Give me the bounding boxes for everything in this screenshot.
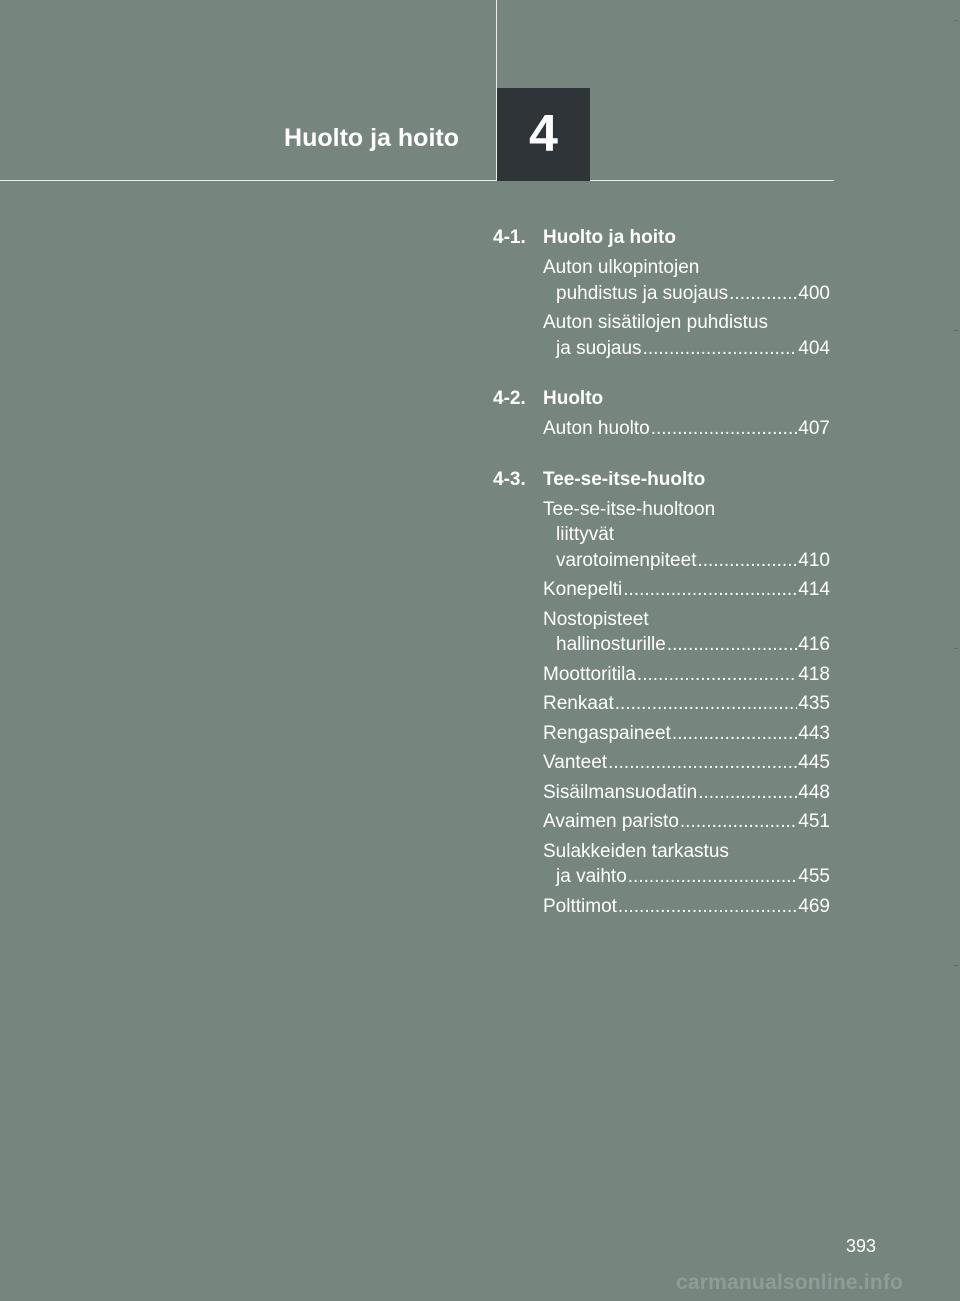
dot-leader — [698, 780, 797, 806]
toc-entry-line: Sulakkeiden tarkastus — [543, 840, 729, 862]
toc-entry[interactable] — [543, 416, 830, 442]
edge-tick — [954, 20, 958, 21]
edge-tick — [954, 330, 958, 331]
toc-entry-leader-row — [543, 894, 830, 920]
chapter-number-box: 4 — [497, 88, 590, 181]
toc-entry-line: Rengaspaineet — [543, 722, 671, 744]
toc-entry-line: liittyvät — [556, 524, 615, 545]
toc-entry-leader-row — [543, 780, 830, 806]
toc-entry-leader-row — [543, 691, 830, 717]
toc-section — [493, 466, 830, 920]
toc-entry-page: 445 — [798, 752, 830, 773]
toc-section — [493, 224, 830, 361]
table-of-contents — [493, 224, 830, 943]
toc-entry-line: ja vaihto — [556, 866, 627, 887]
dot-leader — [667, 632, 797, 658]
toc-entry-leader-row — [543, 632, 830, 658]
toc-entry-line: hallinosturille — [556, 634, 666, 655]
toc-entry-line: Avaimen paristo — [543, 811, 679, 832]
chapter-title: Huolto ja hoito — [284, 124, 459, 152]
toc-entry-line: Auton ulkopintojen — [543, 257, 700, 278]
toc-entry-line: Auton huolto — [543, 418, 650, 439]
dot-leader — [643, 336, 798, 362]
toc-entry[interactable] — [543, 809, 830, 835]
toc-section-number: 4-1. — [493, 227, 526, 248]
toc-entry-line: Vanteet — [543, 752, 608, 773]
toc-entry-page: 404 — [798, 337, 830, 359]
toc-entry[interactable] — [543, 721, 830, 747]
page-number: 393 — [845, 1236, 876, 1256]
toc-entry-leader-row — [543, 750, 830, 776]
toc-section — [493, 385, 830, 442]
toc-entry-page: 443 — [798, 722, 830, 744]
toc-entry[interactable] — [543, 255, 830, 306]
toc-entry-leader-row — [543, 548, 830, 574]
toc-entry[interactable] — [543, 839, 830, 890]
toc-section-number: 4-2. — [493, 388, 526, 409]
toc-entry-leader-row — [543, 662, 830, 688]
toc-entry[interactable] — [543, 750, 830, 776]
dot-leader — [618, 894, 797, 920]
dot-leader — [637, 662, 797, 688]
toc-entry-line: Polttimot — [543, 895, 617, 917]
dot-leader — [672, 721, 797, 747]
toc-section-title: Huolto — [543, 388, 604, 409]
toc-entry-line: Tee-se-itse-huoltoon — [543, 498, 716, 520]
toc-entry-leader-row — [543, 416, 830, 442]
toc-section-title: Huolto ja hoito — [543, 227, 676, 248]
toc-entry-page: 416 — [798, 634, 830, 655]
dot-leader — [608, 750, 797, 776]
toc-entry[interactable] — [543, 894, 830, 920]
toc-entry-leader-row — [543, 336, 830, 362]
toc-entry[interactable] — [543, 310, 830, 361]
toc-entry-line: Renkaat — [543, 693, 614, 714]
edge-tick — [954, 965, 958, 966]
header-horizontal-rule — [0, 180, 834, 181]
watermark: carmanualsonline.info — [676, 1271, 904, 1294]
edge-tick — [954, 648, 958, 649]
dot-leader — [651, 416, 798, 442]
toc-entry-line: Nostopisteet — [543, 608, 649, 630]
dot-leader — [680, 809, 797, 835]
toc-entry-line: Sisäilmansuodatin — [543, 781, 698, 803]
toc-entry[interactable] — [543, 607, 830, 658]
toc-entry-line: puhdistus ja suojaus — [556, 282, 729, 304]
toc-entry-leader-row — [543, 577, 830, 603]
toc-entry-line: varotoimenpiteet — [556, 549, 697, 571]
toc-entry[interactable] — [543, 662, 830, 688]
toc-entry-page: 407 — [798, 418, 830, 439]
dot-leader — [729, 281, 797, 307]
toc-entry[interactable] — [543, 497, 830, 574]
toc-entry-leader-row — [543, 864, 830, 890]
toc-entry[interactable] — [543, 780, 830, 806]
toc-entry-page: 435 — [798, 693, 830, 714]
toc-entry-leader-row — [543, 281, 830, 307]
toc-entry[interactable] — [543, 691, 830, 717]
toc-entry-leader-row — [543, 809, 830, 835]
toc-section-number: 4-3. — [493, 468, 526, 490]
dot-leader — [628, 864, 798, 890]
toc-entry-page: 400 — [798, 282, 830, 304]
toc-section-title: Tee-se-itse-huolto — [543, 468, 706, 490]
toc-entry-page: 448 — [798, 781, 830, 803]
toc-entry-line: Moottoritila — [543, 663, 636, 685]
toc-entry-page: 469 — [798, 895, 830, 917]
dot-leader — [697, 548, 797, 574]
dot-leader — [615, 691, 798, 717]
toc-entry-line: Auton sisätilojen puhdistus — [543, 312, 768, 333]
toc-entry-page: 418 — [798, 663, 830, 685]
dot-leader — [623, 577, 797, 603]
toc-section-heading[interactable] — [493, 385, 830, 413]
toc-entry-page: 410 — [798, 549, 830, 571]
toc-section-heading[interactable] — [493, 466, 830, 494]
toc-section-heading[interactable] — [493, 224, 830, 252]
toc-entry-page: 455 — [798, 866, 830, 887]
toc-entry-line: ja suojaus — [556, 337, 642, 359]
toc-entry[interactable] — [543, 577, 830, 603]
toc-entry-line: Konepelti — [543, 579, 623, 600]
toc-entry-page: 451 — [798, 811, 830, 832]
toc-entry-page: 414 — [798, 579, 830, 600]
toc-entry-leader-row — [543, 721, 830, 747]
